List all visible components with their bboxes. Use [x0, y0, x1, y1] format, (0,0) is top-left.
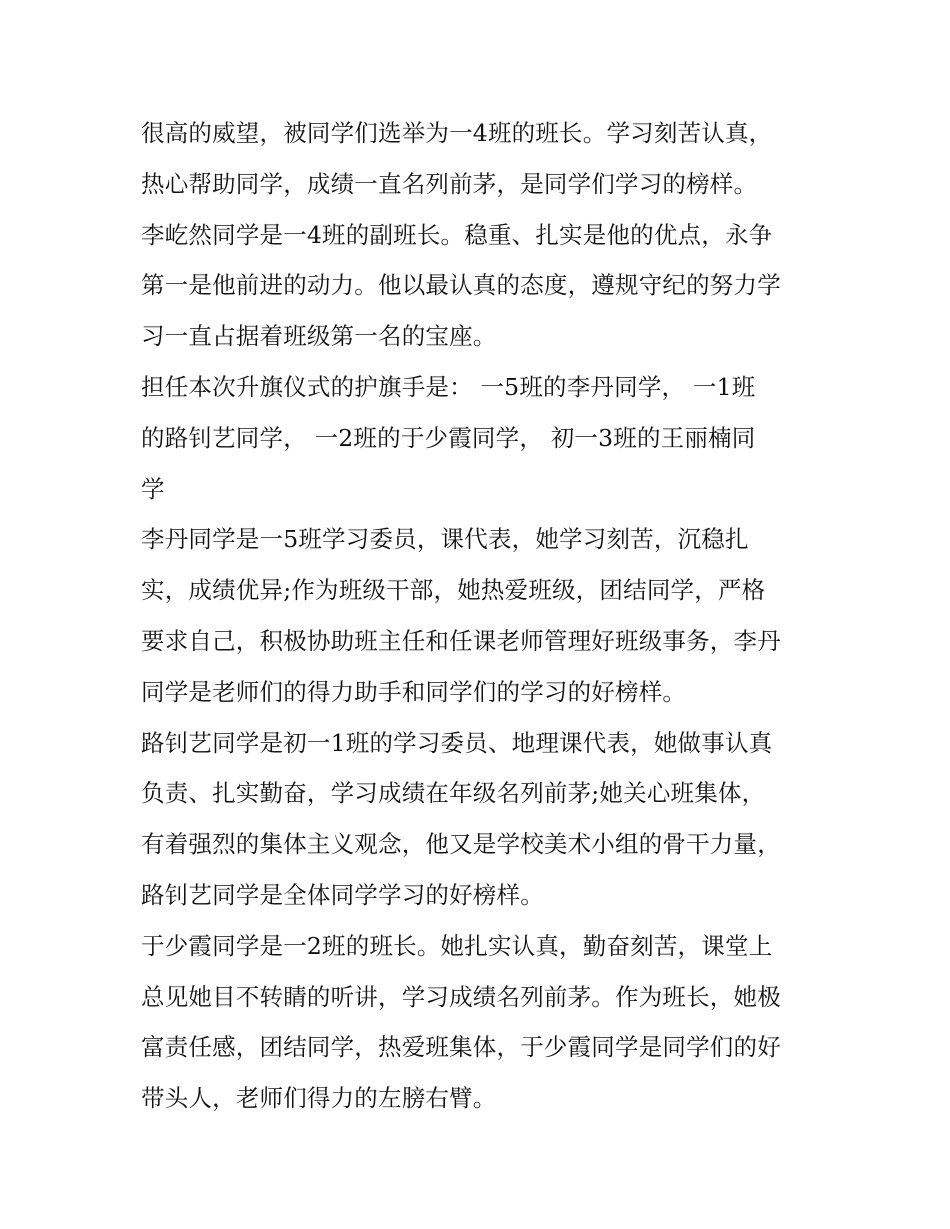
text-line: 于少霞同学是一2班的班长。她扎实认真，勤奋刻苦，课堂上 [141, 931, 773, 960]
paragraph [141, 514, 821, 717]
text-line: 学 [141, 474, 165, 503]
text-line: 总见她目不转睛的听讲，学习成绩名列前茅。作为班长，她极 [141, 982, 781, 1011]
paragraph [141, 718, 821, 921]
text-line: 热心帮助同学，成绩一直名列前茅，是同学们学习的榜样。 [141, 169, 758, 198]
text-line: 同学是老师们的得力助手和同学们的学习的好榜样。 [141, 677, 687, 706]
text-line: 富责任感，团结同学，热爱班集体，于少霞同学是同学们的好 [141, 1033, 781, 1062]
text-line: 实，成绩优异;作为班级干部，她热爱班级，团结同学，严格 [141, 576, 766, 605]
text-line: 习一直占据着班级第一名的宝座。 [141, 322, 497, 351]
text-line: 第一是他前进的动力。他以最认真的态度，遵规守纪的努力学 [141, 271, 781, 300]
paragraph [141, 362, 821, 514]
document-body [141, 108, 821, 1124]
paragraph [141, 210, 821, 362]
paragraph [141, 921, 821, 1124]
paragraph [141, 108, 821, 210]
text-line: 有着强烈的集体主义观念，他又是学校美术小组的骨干力量， [141, 830, 781, 859]
text-line: 很高的威望，被同学们选举为一4班的班长。学习刻苦认真， [141, 119, 773, 147]
text-line: 路钊艺同学是初一1班的学习委员、地理课代表，她做事认真 [141, 728, 773, 757]
text-line: 担任本次升旗仪式的护旗手是： 一5班的李丹同学， 一1班 [141, 372, 756, 401]
text-line: 路钊艺同学是全体同学学习的好榜样。 [141, 880, 544, 909]
text-line: 的路钊艺同学， 一2班的于少霞同学， 初一3班的王丽楠同 [141, 423, 756, 452]
text-line: 李丹同学是一5班学习委员，课代表，她学习刻苦，沉稳扎 [141, 525, 749, 554]
text-line: 负责、扎实勤奋，学习成绩在年级名列前茅;她关心班集体， [141, 779, 766, 808]
text-line: 要求自己，积极协助班主任和任课老师管理好班级事务，李丹 [141, 626, 781, 655]
text-line: 李屹然同学是一4班的副班长。稳重、扎实是他的优点，永争 [141, 220, 773, 249]
text-line: 带头人，老师们得力的左膀右臂。 [141, 1084, 497, 1113]
